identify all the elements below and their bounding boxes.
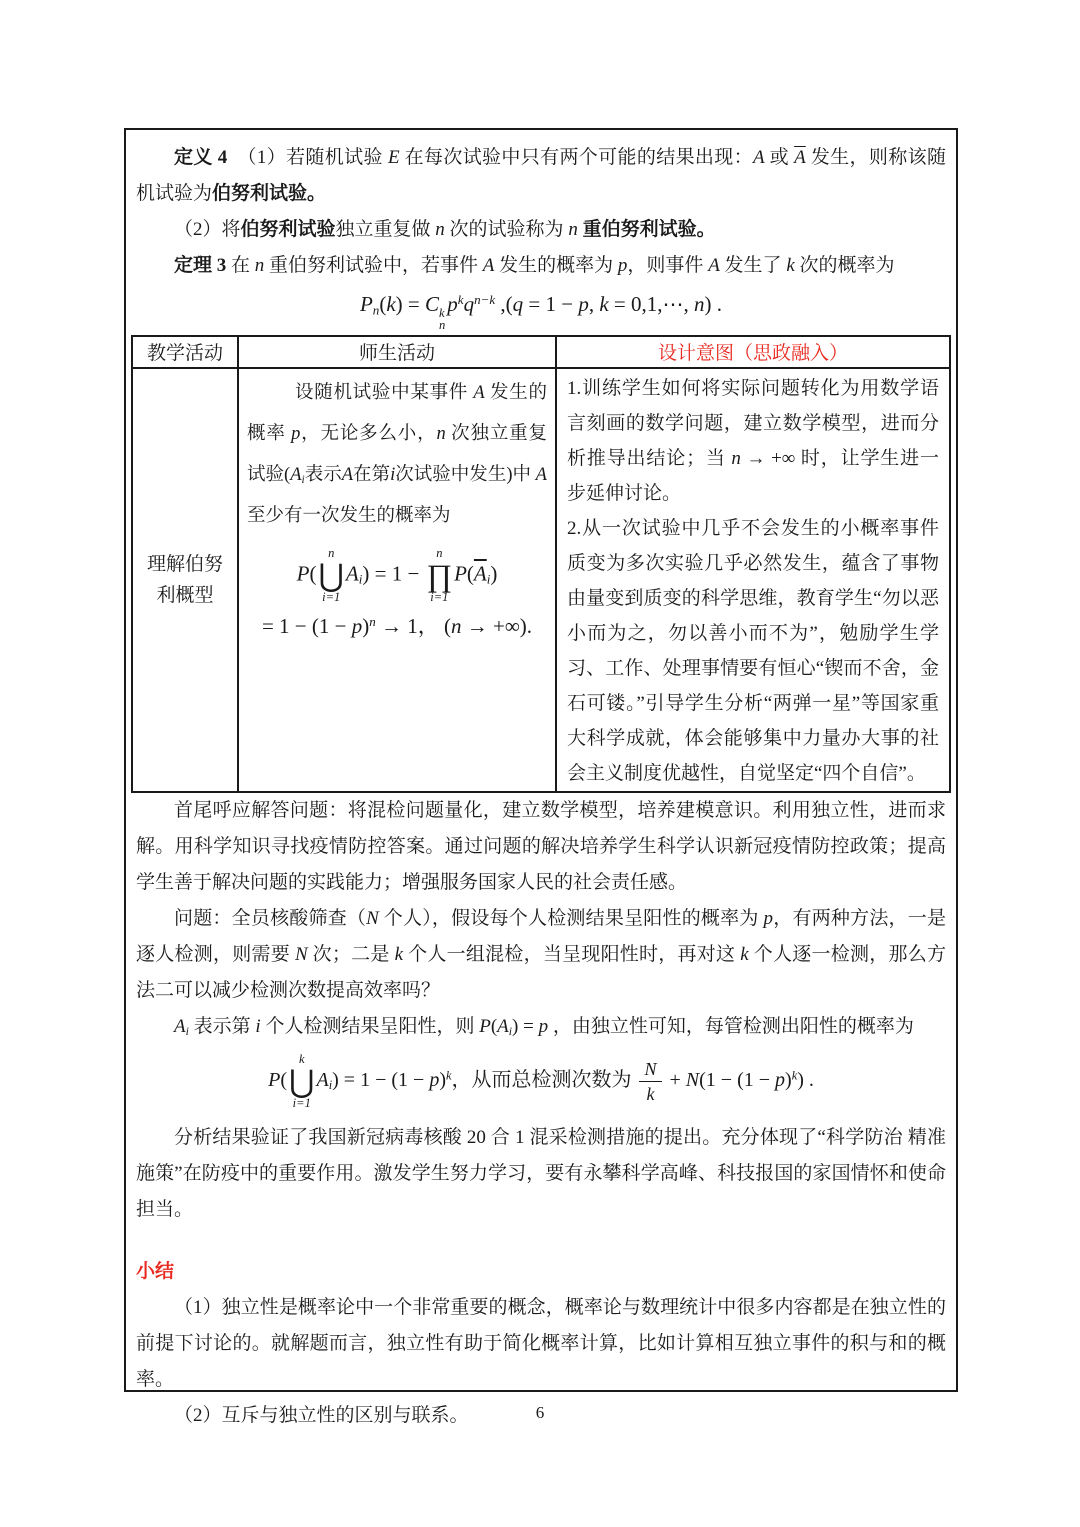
echo-summary-paragraph: 首尾呼应解答问题：将混检问题量化，建立数学模型，培养建模意识。利用独立性，进而求解。用科学知识寻找疫情防控答案。通过问题的解决培养学生科学认识新冠疫情防控政策；提高学生善于解决问题的实践能力；增强服务国家人民的社会责任感。 [136,799,946,893]
table-header-design-intent: 设计意图（思政融入） [556,336,950,368]
lesson-activity-table [131,335,951,793]
table-header-row [132,336,950,368]
detection-count-formula: P( k ⋃ i=1 $A_i) = 1 - (1 - p)^k$，从而总检测次数为 $\frac{N}{k}$ + $N(1 - (1 - p)^k)$ . [268,1051,814,1110]
activity-cell: 理解伯努利概型 [132,368,238,792]
question-paragraph: 问题：全员核酸筛查（N 个人），假设每个人检测结果呈阳性的概率为 p，有两种方法，一是逐人检测，则需要 N 次；二是 k 个人一组混检，当呈现阳性时，再对这 k 个人逐一检测，那么方法二可以减少检测次数提高效率吗？ [136,907,946,1001]
table-row [132,368,950,792]
design-intent-item-1: 1.训练学生如何将实际问题转化为用数学语言刻画的数学问题，建立数学模型，进而分析推导出结论；当 n → +∞ 时，让学生进一步延伸讨论。 [567,377,939,504]
teacher-student-paragraph: 设随机试验中某事件 A 发生的概率 p，无论多么小，n 次独立重复试验($A_i$表示A在第i次试验中发生)中 A 至少有一次发生的概率为 [247,382,547,526]
table-header-activity: 教学活动 [132,336,238,368]
table-header-teacher-student: 师生活动 [238,336,556,368]
union-probability-formula: P( n ⋃ i=1 $A_i) = 1$ − n ∏ i=1 $P(\overline{A}_i)$ [296,545,498,604]
analysis-paragraph: 分析结果验证了我国新冠病毒核酸 20 合 1 混采检测措施的提出。充分体现了“科学防治 精准施策”在防疫中的重要作用。激发学生努力学习，要有永攀科学高峰、科技报国的家国情怀和使命担当。 [136,1126,946,1220]
definition-4-paragraph: 定义 4 （1）若随机试验 E 在每次试验中只有两个可能的结果出现：A 或 $\overline{A}$ 发生，则称该随机试验为伯努利试验。 [136,147,946,204]
notation-paragraph: $A_i$ 表示第 i 个人检测结果呈阳性，则 $P(A_i) = p$ ，由独立性可知，每管检测出阳性的概率为 [174,1015,914,1038]
content-box [124,128,958,1426]
summary-point-1: （1）独立性是概率论中一个非常重要的概念，概率论与数理统计中很多内容都是在独立性的前提下讨论的。就解题而言，独立性有助于简化概率计算，比如计算相互独立事件的积与和的概率。 [136,1296,946,1390]
definition-4-part2-paragraph: （2）将伯努利试验独立重复做 n 次的试验称为 n 重伯努利试验。 [174,219,716,240]
page-number: 6 [535,1403,545,1422]
teacher-student-cell [238,368,556,792]
summary-heading: 小结 [136,1260,175,1282]
design-intent-item-2: 2.从一次试验中几乎不会发生的小概率事件质变为多次实验几乎必然发生，蕴含了事物由量变到质变的科学思维，教育学生“勿以恶小而为之，勿以善小而不为”，勉励学生学习、工作、处理事情要有恒心“锲而不舍，金石可镂。”引导学生分析“两弹一星”等国家重大科学成就，体会能够集中力量办大事的社会主义制度优越性，自觉坚定“四个自信”。 [567,517,939,784]
design-intent-cell [556,368,950,792]
summary-point-2: （2）互斥与独立性的区别与联系。 [174,1404,469,1426]
theorem-3-formula: $P_n(k) = C$ k n $p^kq^{n-k}$ ,(q = 1 − p, k = 0,1,⋯, n) . [359,291,723,333]
limit-formula: = $1 - (1 - p)^n \to 1$， (n → +∞). [261,613,533,638]
theorem-3-paragraph: 定理 3 在 n 重伯努利试验中，若事件 A 发生的概率为 p，则事件 A 发生了 k 次的概率为 [174,255,895,276]
